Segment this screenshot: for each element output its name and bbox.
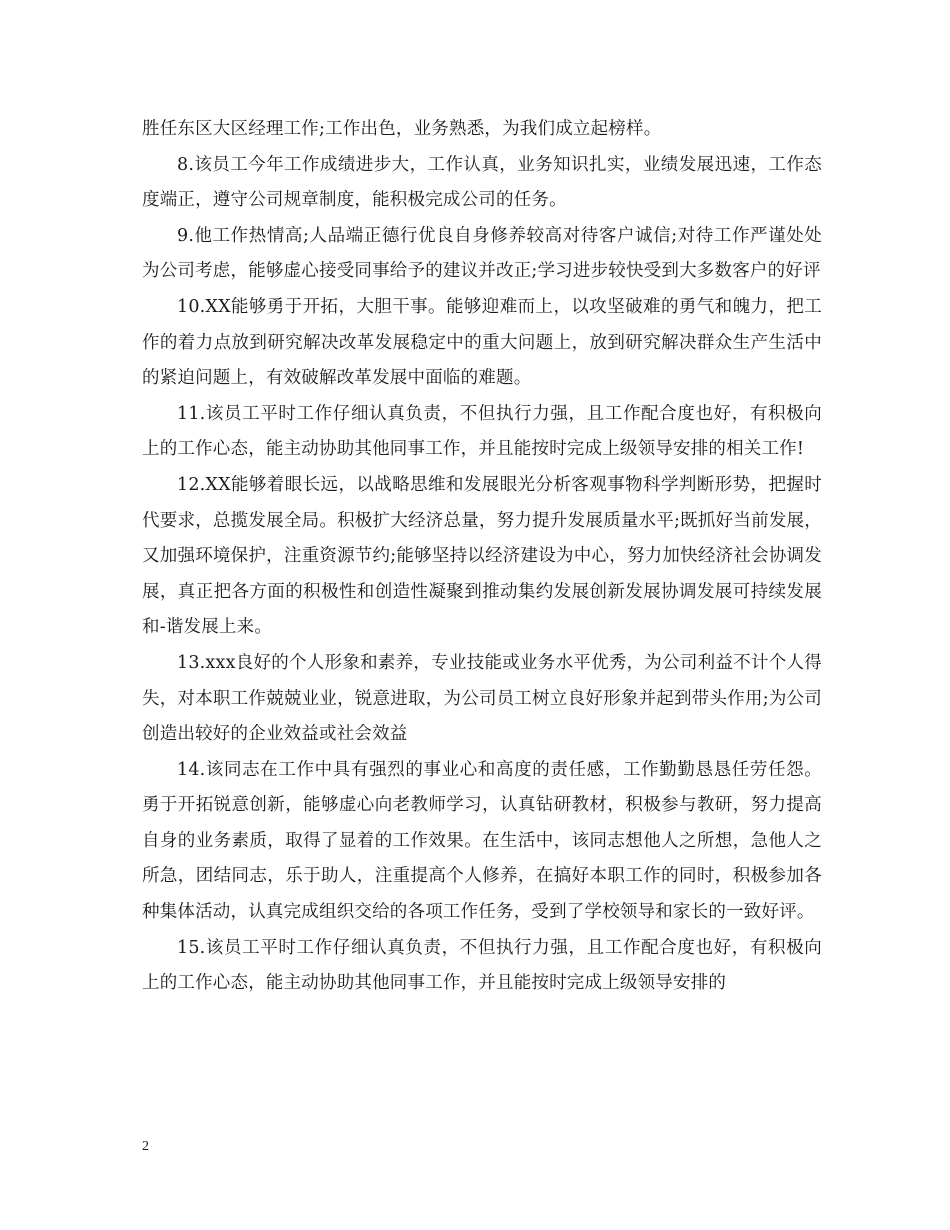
page-number: 2	[142, 1139, 149, 1154]
paragraph-item-15: 15.该员工平时工作仔细认真负责，不但执行力强，且工作配合度也好，有积极向上的工作心态，能主动协助其他同事工作，并且能按时完成上级领导安排的	[142, 937, 822, 994]
paragraph-continuation: 胜任东区大区经理工作;工作出色，业务熟悉，为我们成立起榜样。	[142, 119, 662, 139]
paragraph-item-13: 13.xxx良好的个人形象和素养，专业技能或业务水平优秀，为公司利益不计个人得失，对本职工作兢兢业业，锐意进取，为公司员工树立良好形象并起到带头作用;为公司创造出较好的企业效益或社会效益	[142, 652, 822, 745]
paragraph-item-8: 8.该员工今年工作成绩进步大，工作认真，业务知识扎实，业绩发展迅速，工作态度端正，遵守公司规章制度，能积极完成公司的任务。	[142, 154, 822, 211]
paragraph-item-10: 10.XX能够勇于开拓，大胆干事。能够迎难而上，以攻坚破难的勇气和魄力，把工作的着力点放到研究解决改革发展稳定中的重大问题上，放到研究解决群众生产生活中的紧迫问题上，有效破解改革发展中面临的难题。	[142, 296, 822, 389]
document-body	[142, 112, 822, 1002]
paragraph-item-11: 11.该员工平时工作仔细认真负责，不但执行力强，且工作配合度也好，有积极向上的工作心态，能主动协助其他同事工作，并且能按时完成上级领导安排的相关工作!	[142, 403, 822, 460]
paragraph-item-9: 9.他工作热情高;人品端正德行优良自身修养较高对待客户诚信;对待工作严谨处处为公司考虑，能够虚心接受同事给予的建议并改正;学习进步较快受到大多数客户的好评	[142, 225, 822, 282]
paragraph-item-12: 12.XX能够着眼长远，以战略思维和发展眼光分析客观事物科学判断形势，把握时代要求，总揽发展全局。积极扩大经济总量，努力提升发展质量水平;既抓好当前发展，又加强环境保护，注重资源节约;能够坚持以经济建设为中心，努力加快经济社会协调发展，真正把各方面的积极性和创造性凝聚到推动集约发展创新发展协调发展可持续发展和-谐发展上来。	[142, 474, 822, 638]
paragraph-item-14: 14.该同志在工作中具有强烈的事业心和高度的责任感，工作勤勤恳恳任劳任怨。勇于开拓锐意创新，能够虚心向老教师学习，认真钻研教材，积极参与教研，努力提高自身的业务素质，取得了显着的工作效果。在生活中，该同志想他人之所想，急他人之所急，团结同志，乐于助人，注重提高个人修养，在搞好本职工作的同时，积极参加各种集体活动，认真完成组织交给的各项工作任务，受到了学校领导和家长的一致好评。	[142, 759, 822, 923]
